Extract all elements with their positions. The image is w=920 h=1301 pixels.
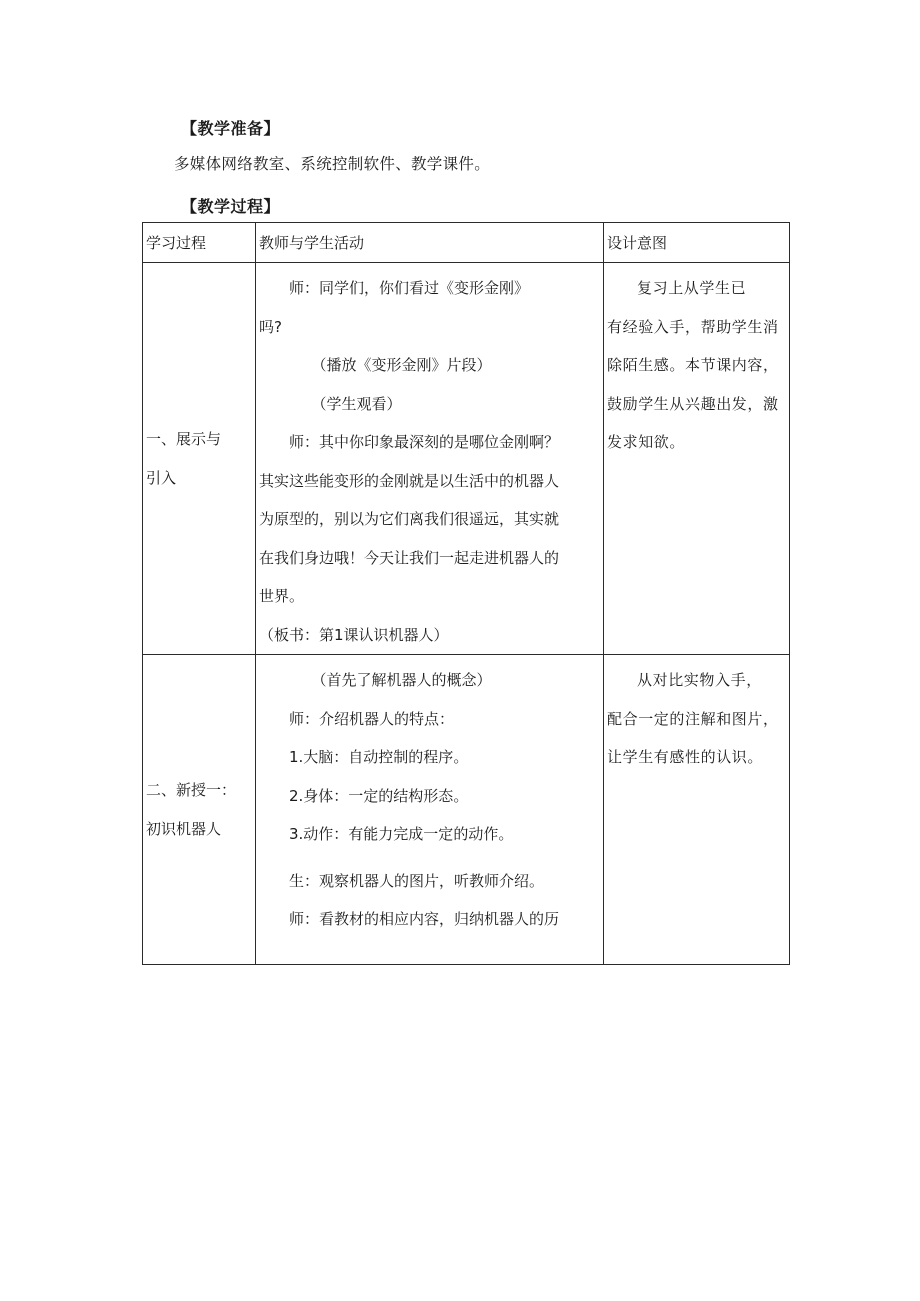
activity-line: 其实这些能变形的金刚就是以生活中的机器人: [259, 471, 560, 490]
stage-cell: [143, 263, 256, 655]
intent-line: 发求知欲。: [607, 433, 686, 451]
stage-cell: [143, 655, 256, 965]
header-learning-process: 学习过程: [143, 223, 256, 263]
activity-line: 3.动作：有能力完成一定的动作。: [289, 825, 514, 843]
activity-line: 世界。: [259, 587, 305, 605]
intent-line: 鼓励学生从兴趣出发，激: [607, 394, 779, 413]
stage-label: 二、新授一：: [146, 780, 237, 799]
intent-line: 让学生有感性的认识。: [607, 748, 764, 766]
header-design-intent: 设计意图: [604, 223, 790, 263]
activity-line: 师：介绍机器人的特点：: [289, 709, 455, 728]
header-teacher-student-activities: 教师与学生活动: [256, 223, 604, 263]
activity-line: 生：观察机器人的图片，听教师介绍。: [289, 871, 545, 890]
activities-cell: [256, 655, 604, 965]
intent-line: 从对比实物入手，: [637, 671, 762, 689]
teaching-preparation-heading: 【教学准备】: [181, 119, 281, 138]
activity-line: 师：同学们，你们看过《变形金刚》: [289, 279, 530, 297]
design-intent-cell: [604, 655, 790, 965]
teaching-process-heading: 【教学过程】: [181, 197, 281, 216]
intent-line: 复习上从学生已: [637, 279, 747, 297]
stage-label: 初识机器人: [146, 819, 222, 838]
intent-line: 除陌生感。本节课内容，: [607, 356, 779, 374]
activity-line: 吗?: [259, 317, 282, 336]
activity-line: 为原型的，别以为它们离我们很遥远，其实就: [259, 510, 560, 528]
table-row: [143, 655, 790, 965]
teaching-preparation-text: 多媒体网络教室、系统控制软件、教学课件。: [174, 155, 491, 173]
activity-line: 在我们身边哦！今天让我们一起走进机器人的: [259, 548, 560, 567]
table-row: [143, 263, 790, 655]
intent-line: 有经验入手，帮助学生消: [607, 317, 779, 336]
stage-label: 引入: [146, 468, 177, 487]
activity-line: （首先了解机器人的概念）: [311, 671, 492, 689]
activity-line: （板书：第1课认识机器人）: [259, 625, 449, 644]
intent-line: 配合一定的注解和图片，: [607, 709, 779, 728]
activity-line: 1.大脑：自动控制的程序。: [289, 748, 469, 766]
activity-line: 师：看教材的相应内容，归纳机器人的历: [289, 910, 560, 928]
activity-line: （学生观看）: [311, 394, 402, 413]
activities-cell: [256, 263, 604, 655]
activity-line: 2.身体：一定的结构形态。: [289, 786, 469, 805]
table-header-row: [143, 223, 790, 263]
activity-line: （播放《变形金刚》片段）: [311, 356, 492, 374]
teaching-process-table: [142, 222, 790, 965]
design-intent-cell: [604, 263, 790, 655]
stage-label: 一、展示与: [146, 429, 222, 448]
activity-line: 师：其中你印象最深刻的是哪位金刚啊？: [289, 433, 560, 451]
